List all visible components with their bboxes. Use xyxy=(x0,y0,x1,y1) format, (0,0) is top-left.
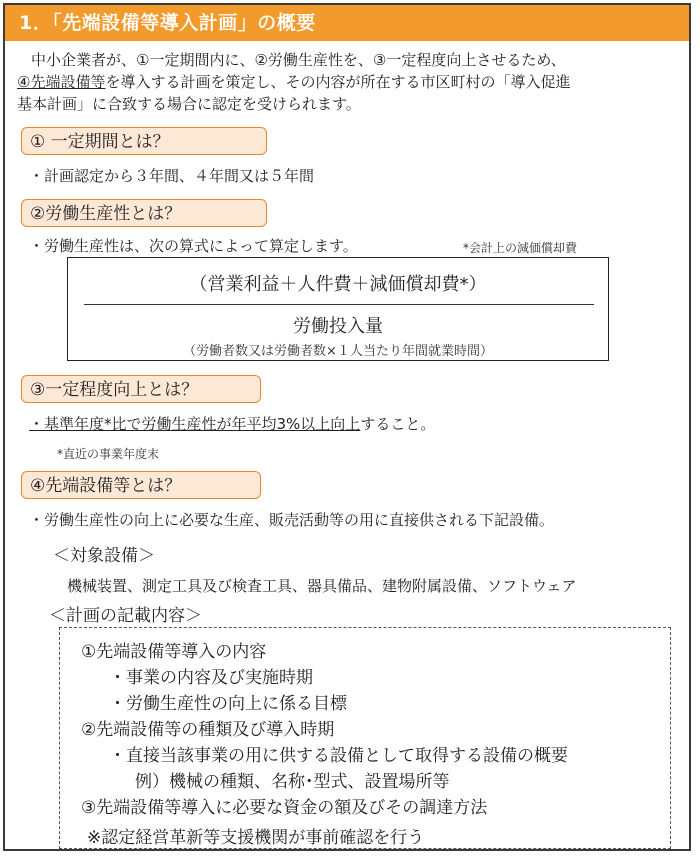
section-text-productivity: ・労働生産性は、次の算式によって算定します。 xyxy=(29,237,358,255)
section-heading-productivity: ②労働生産性とは？ xyxy=(21,199,267,227)
summary-panel xyxy=(3,3,691,851)
target-equipment-list: 機械装置、測定工具及び検査工具、器具備品、建物附属設備、ソフトウェア xyxy=(67,577,577,595)
depreciation-note: *会計上の減価償却費 xyxy=(463,241,578,255)
section-heading-improvement: ③一定程度向上とは？ xyxy=(21,375,261,403)
improvement-rest: すること。 xyxy=(360,415,436,433)
plan-contents-heading: ＜計画の記載内容＞ xyxy=(49,606,202,626)
target-equipment-heading: ＜対象設備＞ xyxy=(53,546,155,566)
plan-item: ③先端設備等導入に必要な資金の額及びその調達方法 xyxy=(81,798,488,818)
page-title: 1．「先端設備等導入計画」の概要 xyxy=(5,5,689,41)
intro-line-1: 中小企業者が、①一定期間内に、②労働生産性を、③一定程度向上させるため、 xyxy=(31,51,566,69)
section-text-equipment: ・労働生産性の向上に必要な生産、販売活動等の用に直接供される下記設備。 xyxy=(29,511,555,529)
section-text-improvement xyxy=(29,413,435,434)
plan-item: ①先端設備等導入の内容 xyxy=(81,642,267,662)
formula-box xyxy=(67,257,609,361)
plan-item: 例）機械の種類、名称･型式、設置場所等 xyxy=(135,772,450,792)
intro-underlined-term: ④先端設備等 xyxy=(17,73,106,91)
base-year-note: *直近の事業年度末 xyxy=(57,447,160,461)
plan-confirmation-note: ※認定経営革新等支援機関が事前確認を行う xyxy=(87,828,425,848)
improvement-underlined: ・基準年度*比で労働生産性が年平均3%以上向上 xyxy=(29,415,361,433)
formula-fraction-line xyxy=(84,304,594,305)
formula-denominator: 労働投入量 xyxy=(293,316,383,337)
formula-numerator: （営業利益＋人件費＋減価償却費*） xyxy=(189,274,487,295)
section-text-period: ・計画認定から３年間、４年間又は５年間 xyxy=(29,167,315,185)
section-heading-period: ① 一定期間とは？ xyxy=(21,127,267,155)
intro-line-2 xyxy=(17,71,570,93)
formula-denominator-note: （労働者数又は労働者数×１人当たり年間就業時間） xyxy=(183,344,493,359)
plan-item: ・直接当該事業の用に供する設備として取得する設備の概要 xyxy=(109,746,568,766)
intro-line-2-rest: を導入する計画を策定し、その内容が所在する市区町村の「導入促進 xyxy=(105,73,571,91)
plan-item: ②先端設備等の種類及び導入時期 xyxy=(81,720,335,740)
plan-item: ・労働生産性の向上に係る目標 xyxy=(109,694,347,714)
plan-item: ・事業の内容及び実施時期 xyxy=(109,668,313,688)
intro-line-3: 基本計画」に合致する場合に認定を受けられます。 xyxy=(17,95,361,113)
section-heading-equipment: ④先端設備等とは？ xyxy=(21,471,261,499)
